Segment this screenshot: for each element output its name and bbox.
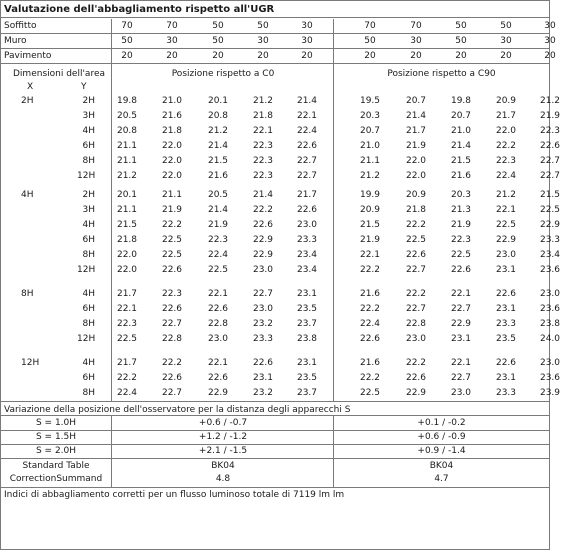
c0-value: 23.1 — [252, 373, 274, 383]
c90-value: 21.5 — [359, 220, 381, 230]
row-y-label: 12H — [77, 171, 96, 181]
c0-value: 21.8 — [116, 235, 138, 245]
c0-value: 23.4 — [296, 265, 318, 275]
c0-value: 22.9 — [252, 235, 274, 245]
row-y-label: 8H — [82, 250, 95, 260]
row-divider — [1, 487, 549, 488]
c0-value: 21.5 — [207, 156, 229, 166]
c90-value: 22.4 — [495, 171, 517, 181]
c0-value: 22.1 — [252, 126, 274, 136]
c90-value: 22.3 — [539, 126, 561, 136]
group-x-label: 8H — [21, 289, 34, 299]
c90-value: 22.9 — [405, 388, 427, 398]
c90-value: 21.6 — [359, 289, 381, 299]
c90-value: 21.4 — [405, 111, 427, 121]
c0-value: 23.7 — [296, 388, 318, 398]
c0-value: 21.4 — [207, 205, 229, 215]
c90-value: 21.0 — [359, 141, 381, 151]
c90-value: 23.4 — [539, 250, 561, 260]
correction-label: CorrectionSummand — [9, 474, 103, 484]
soffitto-row-value: 50 — [455, 21, 467, 31]
c90-value: 21.9 — [539, 111, 561, 121]
group-x-label: 4H — [21, 190, 34, 200]
c0-value: 21.4 — [296, 96, 318, 106]
c0-value: 23.3 — [252, 334, 274, 344]
c90-value: 21.2 — [495, 190, 517, 200]
c90-value: 21.9 — [359, 235, 381, 245]
c0-value: 22.0 — [161, 156, 183, 166]
c90-value: 23.6 — [539, 373, 561, 383]
pavimento-row-value: 20 — [257, 51, 269, 61]
c0-value: 22.7 — [252, 289, 274, 299]
row-y-label: 4H — [82, 220, 95, 230]
soffitto-row-value: 50 — [500, 21, 512, 31]
c0-value: 23.5 — [296, 304, 318, 314]
c0-value: 21.7 — [116, 358, 138, 368]
c0-value: 22.3 — [116, 319, 138, 329]
c90-value: 23.1 — [495, 304, 517, 314]
c0-value: 22.5 — [116, 334, 138, 344]
standard-table-label: Standard Table — [22, 461, 90, 471]
c90-value: 22.2 — [359, 304, 381, 314]
row-y-label: 6H — [82, 373, 95, 383]
footnote: Indici di abbagliamento corretti per un flusso luminoso totale di 7119 lm lm — [4, 490, 345, 500]
c90-value: 22.0 — [405, 156, 427, 166]
c90-value: 22.8 — [405, 319, 427, 329]
c90-value: 21.3 — [450, 205, 472, 215]
soffitto-row-value: 70 — [364, 21, 376, 31]
row-y-label: 4H — [82, 289, 95, 299]
pavimento-row-label: Pavimento — [4, 51, 52, 61]
standard-table-c90: BK04 — [429, 461, 454, 471]
c90-value: 22.9 — [450, 319, 472, 329]
c90-value: 23.1 — [495, 373, 517, 383]
c90-value: 22.2 — [405, 289, 427, 299]
c90-value: 23.1 — [495, 265, 517, 275]
muro-row-value: 30 — [301, 36, 313, 46]
c90-value: 21.6 — [359, 358, 381, 368]
c90-value: 22.2 — [405, 220, 427, 230]
muro-row-value: 30 — [544, 36, 556, 46]
column-divider — [333, 19, 334, 64]
c90-value: 22.2 — [359, 265, 381, 275]
correction-c0: 4.8 — [215, 474, 231, 484]
c90-value: 23.5 — [495, 334, 517, 344]
c90-value: 19.5 — [359, 96, 381, 106]
c0-value: 22.7 — [296, 171, 318, 181]
c0-value: 22.7 — [296, 156, 318, 166]
c90-value: 19.8 — [450, 96, 472, 106]
c90-value: 21.5 — [450, 156, 472, 166]
c0-value: 21.8 — [252, 111, 274, 121]
soffitto-row-value: 50 — [212, 21, 224, 31]
c0-label: Posizione rispetto a C0 — [171, 69, 275, 79]
c0-value: 23.5 — [296, 373, 318, 383]
c0-value: 20.1 — [207, 96, 229, 106]
c0-value: 23.0 — [296, 220, 318, 230]
c90-value: 22.5 — [495, 220, 517, 230]
c0-value: 21.8 — [161, 126, 183, 136]
c90-value: 19.9 — [359, 190, 381, 200]
c0-value: 21.6 — [207, 171, 229, 181]
c0-value: 22.9 — [207, 388, 229, 398]
row-divider — [1, 458, 549, 459]
c90-value: 23.9 — [539, 388, 561, 398]
variation-label: Variazione della posizione dell'osservatore per la distanza degli apparecchi S — [4, 405, 351, 415]
c0-value: 21.9 — [161, 205, 183, 215]
row-y-label: 8H — [82, 156, 95, 166]
c0-value: 22.0 — [161, 171, 183, 181]
c0-value: 22.3 — [252, 156, 274, 166]
row-y-label: 6H — [82, 141, 95, 151]
pavimento-row-value: 20 — [455, 51, 467, 61]
row-y-label: 6H — [82, 304, 95, 314]
c0-value: 21.6 — [161, 111, 183, 121]
c0-value: 22.3 — [252, 141, 274, 151]
c90-label: Posizione rispetto a C90 — [387, 69, 496, 79]
c90-value: 20.7 — [450, 111, 472, 121]
row-y-label: 8H — [82, 319, 95, 329]
c0-value: 22.2 — [161, 358, 183, 368]
c0-value: 21.2 — [252, 96, 274, 106]
c90-value: 22.2 — [405, 358, 427, 368]
pavimento-row-value: 20 — [500, 51, 512, 61]
c90-value: 22.0 — [405, 171, 427, 181]
c90-value: 23.0 — [450, 388, 472, 398]
c0-value: 22.7 — [161, 388, 183, 398]
row-y-label: 12H — [77, 334, 96, 344]
c0-value: 21.4 — [207, 141, 229, 151]
soffitto-row-value: 70 — [410, 21, 422, 31]
c90-value: 22.6 — [495, 289, 517, 299]
c0-value: 23.0 — [252, 304, 274, 314]
standard-table-c0: BK04 — [211, 461, 235, 471]
c90-value: 22.6 — [495, 358, 517, 368]
muro-row-value: 50 — [212, 36, 224, 46]
c0-value: 23.0 — [207, 334, 229, 344]
row-y-label: 8H — [82, 388, 95, 398]
c0-value: 22.1 — [207, 289, 229, 299]
c0-value: 22.1 — [207, 358, 229, 368]
pavimento-row-value: 20 — [364, 51, 376, 61]
c90-value: 21.2 — [539, 96, 561, 106]
c0-value: 21.4 — [252, 190, 274, 200]
c0-value: 22.6 — [296, 141, 318, 151]
column-divider — [111, 416, 112, 458]
c90-value: 20.7 — [405, 96, 427, 106]
variation-c0: +2.1 / -1.5 — [198, 446, 248, 456]
muro-row-value: 30 — [500, 36, 512, 46]
c0-value: 21.0 — [161, 96, 183, 106]
c0-value: 22.2 — [252, 205, 274, 215]
muro-row-value: 30 — [166, 36, 178, 46]
row-y-label: 3H — [82, 111, 95, 121]
c0-value: 20.5 — [116, 111, 138, 121]
soffitto-row-value: 30 — [544, 21, 556, 31]
c90-value: 21.7 — [495, 111, 517, 121]
c90-value: 23.6 — [539, 304, 561, 314]
c90-value: 21.8 — [405, 205, 427, 215]
c0-value: 23.1 — [296, 358, 318, 368]
c90-value: 22.6 — [405, 250, 427, 260]
c0-value: 23.2 — [252, 388, 274, 398]
c0-value: 21.1 — [116, 205, 138, 215]
c90-value: 23.0 — [405, 334, 427, 344]
muro-row-value: 30 — [410, 36, 422, 46]
c90-value: 22.3 — [495, 156, 517, 166]
c90-value: 23.0 — [539, 289, 561, 299]
c90-value: 22.1 — [359, 250, 381, 260]
x-label: X — [27, 82, 34, 92]
row-divider — [1, 48, 549, 49]
c90-value: 22.2 — [359, 373, 381, 383]
c0-value: 22.0 — [161, 141, 183, 151]
c90-value: 20.7 — [359, 126, 381, 136]
c0-value: 22.9 — [252, 250, 274, 260]
c0-value: 23.8 — [296, 334, 318, 344]
c90-value: 24.0 — [539, 334, 561, 344]
c0-value: 22.2 — [161, 220, 183, 230]
c0-value: 22.4 — [207, 250, 229, 260]
c90-value: 22.0 — [495, 126, 517, 136]
variation-c90: +0.6 / -0.9 — [417, 432, 466, 442]
c90-value: 21.9 — [450, 220, 472, 230]
c90-value: 20.9 — [359, 205, 381, 215]
c90-value: 23.3 — [495, 319, 517, 329]
soffitto-row-value: 70 — [121, 21, 133, 31]
c0-value: 22.6 — [207, 373, 229, 383]
c90-value: 23.3 — [539, 235, 561, 245]
c0-value: 22.7 — [161, 319, 183, 329]
c0-value: 22.5 — [161, 235, 183, 245]
c0-value: 22.6 — [161, 265, 183, 275]
c0-value: 23.2 — [252, 319, 274, 329]
c0-value: 22.2 — [116, 373, 138, 383]
c0-value: 21.2 — [116, 171, 138, 181]
column-divider — [111, 458, 112, 488]
c0-value: 20.8 — [116, 126, 138, 136]
c90-value: 23.0 — [495, 250, 517, 260]
variation-c0: +0.6 / -0.7 — [198, 418, 248, 428]
row-y-label: 3H — [82, 205, 95, 215]
soffitto-row-value: 50 — [257, 21, 269, 31]
c0-value: 22.1 — [116, 304, 138, 314]
row-y-label: 4H — [82, 126, 95, 136]
variation-c0: +1.2 / -1.2 — [198, 432, 248, 442]
row-divider — [1, 33, 549, 34]
soffitto-row-value: 70 — [166, 21, 178, 31]
c0-value: 22.6 — [252, 220, 274, 230]
row-y-label: 6H — [82, 235, 95, 245]
c0-value: 22.3 — [252, 171, 274, 181]
c90-value: 22.4 — [359, 319, 381, 329]
c90-value: 22.5 — [405, 235, 427, 245]
c90-value: 22.5 — [359, 388, 381, 398]
c90-value: 22.2 — [495, 141, 517, 151]
c90-value: 22.1 — [450, 358, 472, 368]
pavimento-row-value: 20 — [212, 51, 224, 61]
group-x-label: 12H — [21, 358, 40, 368]
c90-value: 22.5 — [450, 250, 472, 260]
row-divider — [1, 415, 549, 416]
muro-row-value: 50 — [455, 36, 467, 46]
c0-value: 23.0 — [252, 265, 274, 275]
row-divider — [1, 63, 549, 64]
c90-value: 20.3 — [359, 111, 381, 121]
c0-value: 22.0 — [116, 250, 138, 260]
muro-row-label: Muro — [4, 36, 27, 46]
c90-value: 22.1 — [495, 205, 517, 215]
c90-value: 22.6 — [359, 334, 381, 344]
c0-value: 22.6 — [161, 304, 183, 314]
c0-value: 20.5 — [207, 190, 229, 200]
c90-value: 23.8 — [539, 319, 561, 329]
c90-value: 20.9 — [495, 96, 517, 106]
correction-c90: 4.7 — [434, 474, 449, 484]
column-divider — [111, 19, 112, 64]
c90-value: 23.6 — [539, 265, 561, 275]
soffitto-row-value: 30 — [301, 21, 313, 31]
c90-value: 20.3 — [450, 190, 472, 200]
y-label: Y — [81, 82, 87, 92]
c0-value: 22.8 — [161, 334, 183, 344]
c90-value: 22.7 — [405, 265, 427, 275]
c0-value: 21.2 — [207, 126, 229, 136]
dim-label: Dimensioni dell'area — [13, 69, 105, 79]
c0-value: 21.5 — [116, 220, 138, 230]
c0-value: 22.1 — [296, 111, 318, 121]
c0-value: 22.3 — [161, 289, 183, 299]
pavimento-row-value: 20 — [166, 51, 178, 61]
pavimento-row-value: 20 — [301, 51, 313, 61]
table-title: Valutazione dell'abbagliamento rispetto all'UGR — [1, 1, 549, 18]
c90-value: 21.5 — [539, 190, 561, 200]
c0-value: 23.1 — [296, 289, 318, 299]
c0-value: 21.1 — [116, 141, 138, 151]
c0-value: 22.0 — [116, 265, 138, 275]
c90-value: 22.6 — [539, 141, 561, 151]
c0-value: 23.7 — [296, 319, 318, 329]
c0-value: 21.9 — [207, 220, 229, 230]
c90-value: 21.7 — [405, 126, 427, 136]
variation-c90: +0.1 / -0.2 — [417, 418, 466, 428]
row-divider — [1, 401, 549, 402]
c0-value: 20.8 — [207, 111, 229, 121]
c90-value: 22.7 — [450, 373, 472, 383]
c90-value: 21.1 — [359, 156, 381, 166]
c0-value: 22.6 — [296, 205, 318, 215]
row-y-label: 2H — [82, 190, 95, 200]
c0-value: 22.3 — [207, 235, 229, 245]
c90-value: 21.0 — [450, 126, 472, 136]
c0-value: 21.7 — [116, 289, 138, 299]
c90-value: 22.1 — [450, 289, 472, 299]
c90-value: 22.5 — [539, 205, 561, 215]
c0-value: 22.5 — [161, 250, 183, 260]
c0-value: 21.1 — [116, 156, 138, 166]
c0-value: 22.6 — [207, 304, 229, 314]
c0-value: 22.6 — [161, 373, 183, 383]
c90-value: 22.9 — [539, 220, 561, 230]
c90-value: 23.0 — [539, 358, 561, 368]
c90-value: 22.3 — [450, 235, 472, 245]
c0-value: 22.4 — [116, 388, 138, 398]
c0-value: 19.8 — [116, 96, 138, 106]
c90-value: 21.4 — [450, 141, 472, 151]
c0-value: 20.1 — [116, 190, 138, 200]
c0-value: 22.6 — [252, 358, 274, 368]
variation-s-label: S = 1.5H — [35, 432, 77, 442]
c90-value: 21.2 — [359, 171, 381, 181]
c0-value: 23.3 — [296, 235, 318, 245]
c90-value: 23.3 — [495, 388, 517, 398]
c90-value: 21.9 — [405, 141, 427, 151]
c0-value: 22.5 — [207, 265, 229, 275]
c90-value: 22.6 — [450, 265, 472, 275]
c0-value: 21.7 — [296, 190, 318, 200]
muro-row-value: 50 — [364, 36, 376, 46]
c0-value: 21.1 — [161, 190, 183, 200]
c90-value: 22.9 — [495, 235, 517, 245]
muro-row-value: 30 — [257, 36, 269, 46]
variation-s-label: S = 2.0H — [35, 446, 77, 456]
c90-value: 22.7 — [405, 304, 427, 314]
group-x-label: 2H — [21, 96, 34, 106]
row-y-label: 2H — [82, 96, 95, 106]
pavimento-row-value: 20 — [121, 51, 133, 61]
column-divider — [333, 64, 334, 402]
c90-value: 22.7 — [450, 304, 472, 314]
c0-value: 22.4 — [296, 126, 318, 136]
variation-c90: +0.9 / -1.4 — [417, 446, 466, 456]
pavimento-row-value: 20 — [410, 51, 422, 61]
c0-value: 22.8 — [207, 319, 229, 329]
variation-s-label: S = 1.0H — [35, 418, 77, 428]
row-y-label: 12H — [77, 265, 96, 275]
muro-row-value: 50 — [121, 36, 133, 46]
row-y-label: 4H — [82, 358, 95, 368]
c90-value: 22.6 — [405, 373, 427, 383]
c0-value: 23.4 — [296, 250, 318, 260]
c90-value: 21.6 — [450, 171, 472, 181]
c90-value: 20.9 — [405, 190, 427, 200]
soffitto-row-label: Soffitto — [4, 21, 37, 31]
pavimento-row-value: 20 — [544, 51, 556, 61]
c90-value: 22.7 — [539, 156, 561, 166]
c90-value: 22.7 — [539, 171, 561, 181]
c90-value: 23.1 — [450, 334, 472, 344]
